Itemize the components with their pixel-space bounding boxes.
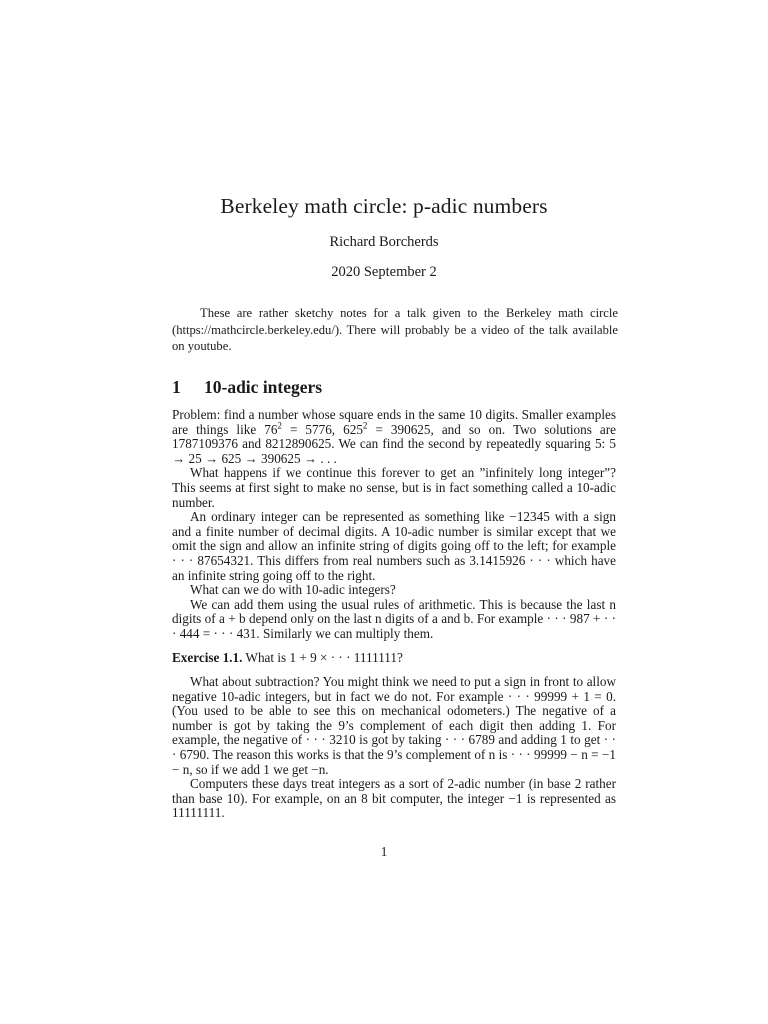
paragraph-text: = 5776, 625 [281,421,363,437]
abstract: These are rather sketchy notes for a talk given to the Berkeley math circle (https://mathcircle.berkeley.edu/). There will probably be a video of the talk available on youtube. [172,306,618,353]
superscript: 2 [362,420,368,431]
paragraph-text: = 390625, and so on. Two solutions are 1787109376 and 8212890625. We can find the second by repeatedly squaring 5: 5 → 25 → 625 → 390625 → . . . [172,421,616,466]
exercise-text: What is 1 + 9 × · · · 1111111? [242,649,403,665]
page-number: 1 [380,844,388,859]
paper-title: Berkeley math circle: p-adic numbers [220,194,548,218]
paragraph-problem [172,408,616,466]
superscript: 2 [277,420,282,431]
exercise-label: Exercise 1.1. [172,649,243,665]
exercise [172,651,616,666]
section-body [172,408,616,821]
paragraph-addition: We can add them using the usual rules of arithmetic. This is because the last n digits of a + b depend only on the last n digits of a and b. For example · · · 987 + · · · 444 = · · · 431. Similarly we can multiply them. [172,596,616,641]
paragraph-infinite: What happens if we continue this forever to get an ”infinitely long integer”? This seems at first sight to make no sense, but is in fact something called a 10-adic number. [172,465,616,510]
paragraph-text: Problem: find a number whose square ends in the same 10 digits. Smaller examples are things like 76 [172,407,616,437]
section-number: 1 [172,377,181,397]
section-heading [172,377,322,398]
paragraph-question: What can we do with 10-adic integers? [190,582,396,598]
publication-date: 2020 September 2 [331,264,437,280]
section-title: 10-adic integers [204,377,323,397]
paragraph-ordinary-integer: An ordinary integer can be represented as something like −12345 with a sign and a finite number of decimal digits. A 10-adic number is similar except that we omit the sign and allow an infinite string of digits going off to the left; for example · · · 87654321. This differs from real numbers such as 3.1415926 · · · which have an infinite string going off to the right. [172,509,616,583]
paragraph-subtraction: What about subtraction? You might think we need to put a sign in front to allow negative 10-adic integers, but in fact we do not. For example · · · 99999 + 1 = 0. (You used to be able to see this on mechanical odometers.) The negative of a number is got by taking the 9’s complement of each digit then adding 1. For example, the negative of · · · 3210 is got by taking · · · 6789 and adding 1 to get · · · 6790. The reason this works is that the 9’s complement of n is · · · 99999 − n = −1 − n, so if we add 1 we get −n. [172,674,616,777]
paragraph-computers: Computers these days treat integers as a sort of 2-adic number (in base 2 rather than base 10). For example, on an 8 bit computer, the integer −1 is represented as 11111111. [172,776,616,821]
author-name: Richard Borcherds [329,234,439,250]
